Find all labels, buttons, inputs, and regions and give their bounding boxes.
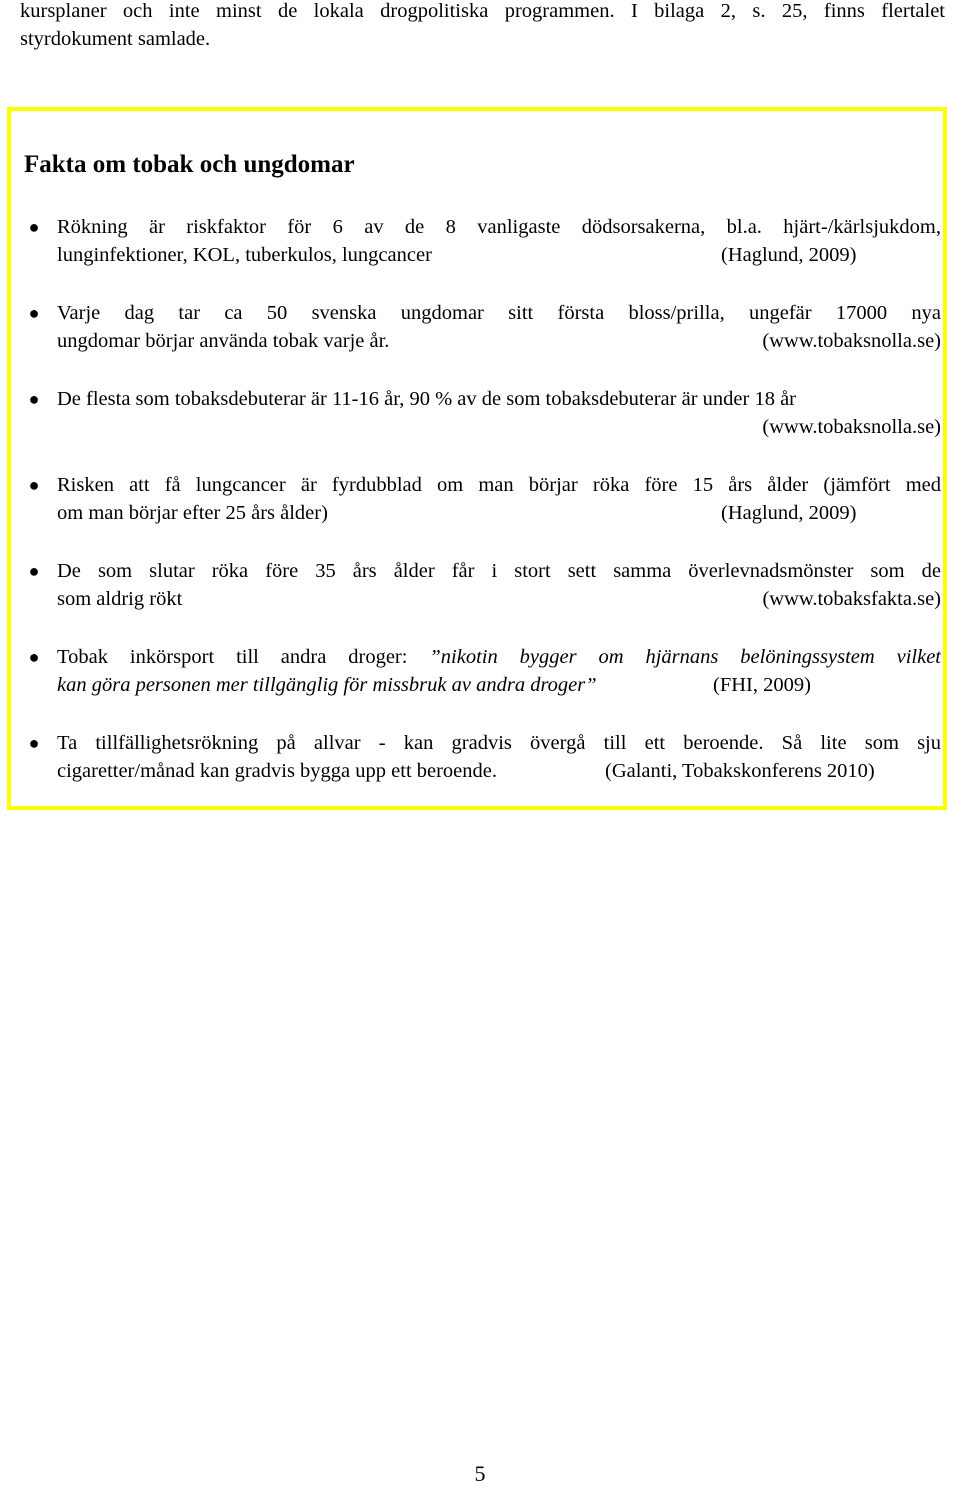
bullet-icon: ● xyxy=(28,733,40,753)
fact-line xyxy=(57,499,941,527)
fact-text xyxy=(57,557,941,613)
fact-line: Risken att få lungcancer är fyrdubblad om man börjar röka före 15 års ålder (jämfört med xyxy=(57,474,941,496)
fact-text xyxy=(57,213,941,269)
bullet-icon: ● xyxy=(28,389,40,409)
bullet-icon: ● xyxy=(28,475,40,495)
bullet-icon: ● xyxy=(28,647,40,667)
fact-box xyxy=(7,107,947,810)
fact-line-text: Tobak inkörsport till andra droger: xyxy=(57,646,430,668)
fact-source: (Haglund, 2009) xyxy=(721,502,857,524)
fact-text xyxy=(57,299,941,355)
fact-source: (FHI, 2009) xyxy=(713,674,811,696)
fact-text xyxy=(57,643,941,699)
fact-text xyxy=(57,471,941,527)
fact-line: Varje dag tar ca 50 svenska ungdomar sitt första bloss/prilla, ungefär 17000 nya xyxy=(57,302,941,324)
fact-text xyxy=(57,385,941,441)
intro-line: styrdokument samlade. xyxy=(20,28,211,50)
fact-line-text: om man börjar efter 25 års ålder) xyxy=(57,502,328,524)
fact-source: (Haglund, 2009) xyxy=(721,244,857,266)
intro-line: kursplaner och inte minst de lokala drogpolitiska programmen. I bilaga 2, s. 25, finns flertalet xyxy=(20,0,945,22)
fact-line xyxy=(57,757,941,785)
fact-quote: ”nikotin bygger om hjärnans belöningssystem vilket xyxy=(429,646,941,668)
page-number: 5 xyxy=(474,1461,486,1486)
fact-line xyxy=(57,671,941,699)
fact-line: De flesta som tobaksdebuterar är 11-16 år, 90 % av de som tobaksdebuterar är under 18 år xyxy=(57,388,797,410)
fact-box-title: Fakta om tobak och ungdomar xyxy=(24,151,355,178)
intro-paragraph xyxy=(20,0,945,53)
fact-line-text: cigaretter/månad kan gradvis bygga upp ett beroende. xyxy=(57,760,498,782)
fact-quote: kan göra personen mer tillgänglig för missbruk av andra droger” xyxy=(57,674,597,696)
fact-source: (www.tobaksfakta.se) xyxy=(762,588,941,610)
fact-line-text: lunginfektioner, KOL, tuberkulos, lungcancer xyxy=(57,244,432,266)
bullet-icon: ● xyxy=(28,561,40,581)
fact-line-text: som aldrig rökt xyxy=(57,588,183,610)
fact-source: (www.tobaksnolla.se) xyxy=(762,330,941,352)
fact-line xyxy=(57,585,941,613)
fact-line: De som slutar röka före 35 års ålder får i stort sett samma överlevnadsmönster som de xyxy=(57,560,941,582)
fact-line: Ta tillfällighetsrökning på allvar - kan gradvis övergå till ett beroende. Så lite som sju xyxy=(57,732,941,754)
fact-line xyxy=(57,327,941,355)
fact-line: Rökning är riskfaktor för 6 av de 8 vanligaste dödsorsakerna, bl.a. hjärt-/kärlsjukdom, xyxy=(57,216,941,238)
fact-text xyxy=(57,729,941,785)
fact-source: (Galanti, Tobakskonferens 2010) xyxy=(605,760,875,782)
bullet-icon: ● xyxy=(28,217,40,237)
bullet-icon: ● xyxy=(28,303,40,323)
fact-line xyxy=(57,643,941,671)
fact-line-text: ungdomar börjar använda tobak varje år. xyxy=(57,330,390,352)
fact-line xyxy=(57,241,941,269)
fact-line xyxy=(57,413,941,441)
fact-source: (www.tobaksnolla.se) xyxy=(762,416,941,438)
